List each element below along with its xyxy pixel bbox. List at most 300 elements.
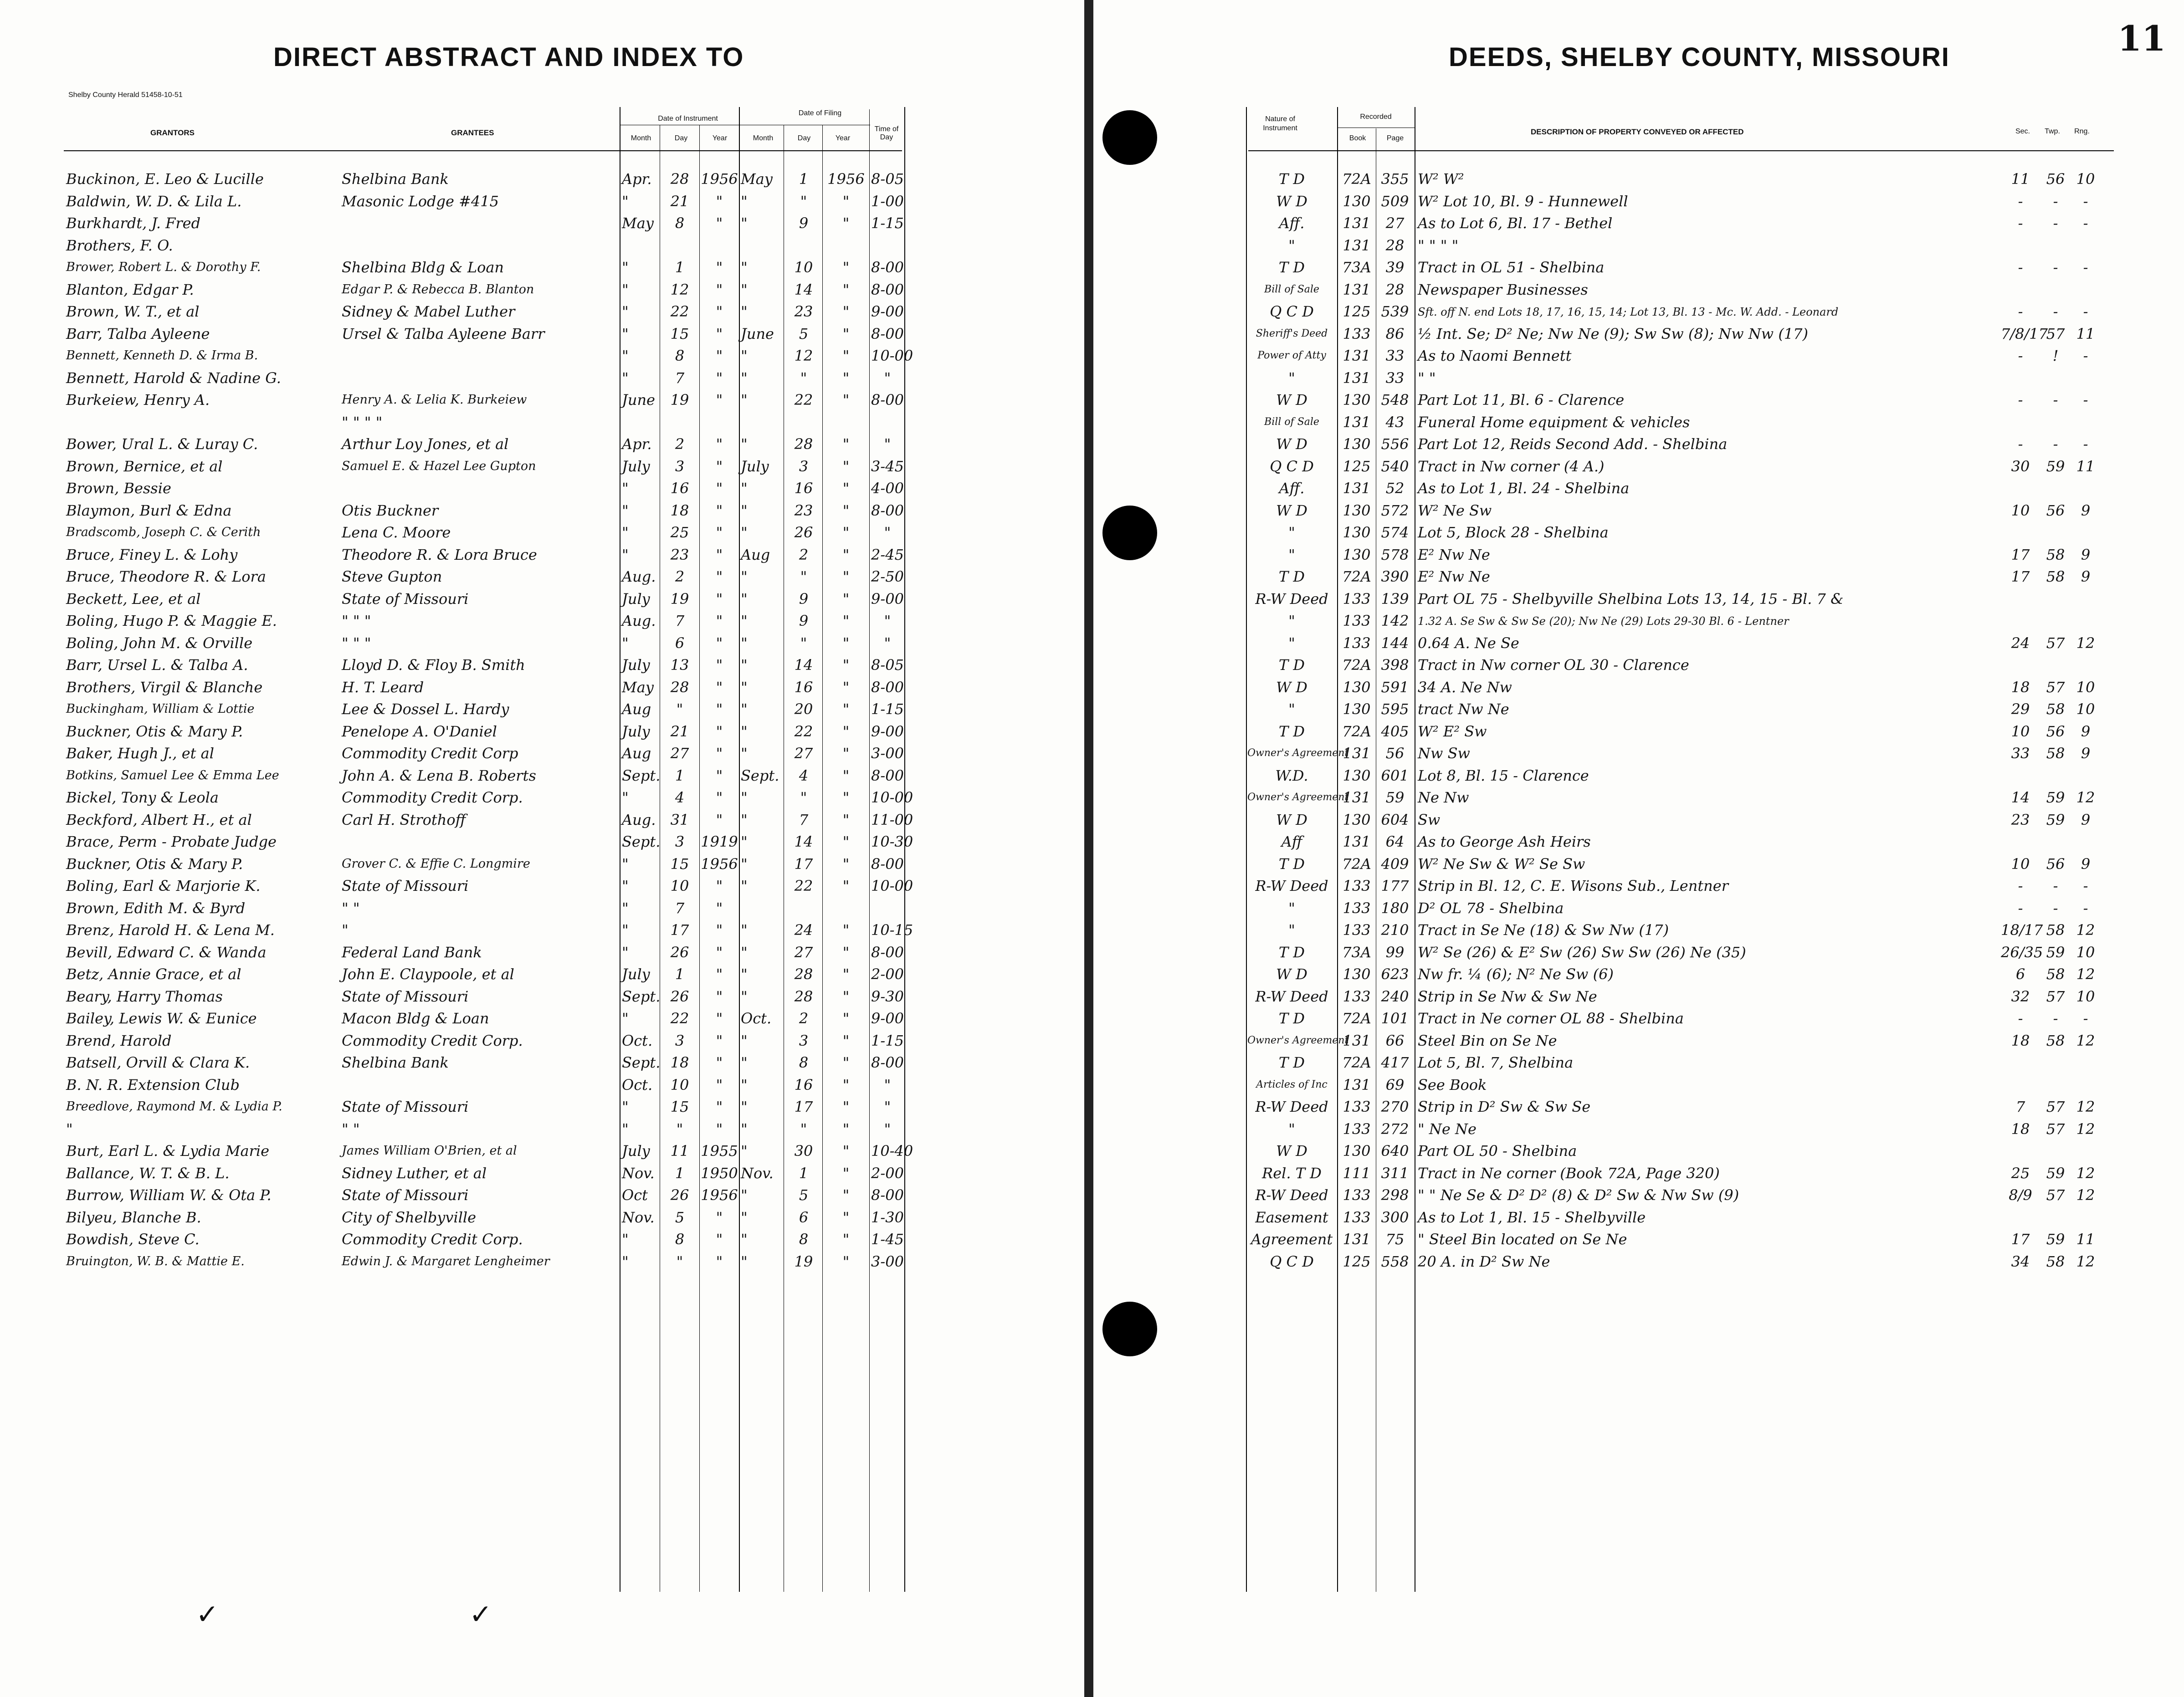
nature-cell: W D [1276, 501, 1307, 519]
filing-day-cell: 23 [794, 501, 813, 519]
page-cell: 311 [1381, 1164, 1409, 1182]
range-cell: - [2083, 303, 2088, 320]
filing-time-cell: 10-30 [871, 833, 913, 850]
township-cell: - [2053, 1010, 2058, 1027]
book-cell: 131 [1343, 480, 1371, 497]
instrument-year-cell: " [716, 480, 723, 497]
nature-cell: Aff [1281, 833, 1302, 850]
book-cell: 131 [1343, 789, 1371, 806]
filing-time-cell: " [884, 634, 891, 652]
book-cell: 73A [1342, 943, 1371, 961]
range-cell: 12 [2076, 1164, 2095, 1182]
filing-month-cell: " [741, 259, 748, 276]
description-cell: Nw Sw [1418, 745, 1470, 762]
instrument-year-cell: " [716, 1098, 723, 1115]
ledger-row [0, 500, 2184, 522]
instrument-day-cell: 26 [670, 987, 689, 1005]
instrument-year-cell: " [716, 325, 723, 342]
book-cell: 133 [1343, 987, 1371, 1005]
filing-time-cell: 1-00 [871, 192, 904, 210]
description-cell: W² E² Sw [1418, 722, 1487, 740]
header-file-month: Month [753, 134, 774, 142]
page-cell: 66 [1385, 1032, 1405, 1049]
description-cell: Strip in Se Nw & Sw Ne [1418, 987, 1597, 1005]
filing-month-cell: " [741, 1120, 748, 1138]
filing-month-cell: " [741, 1231, 748, 1248]
instrument-year-cell: " [716, 1032, 723, 1049]
section-cell: 18 [2011, 1032, 2030, 1049]
filing-month-cell: " [741, 987, 748, 1005]
nature-cell: Agreement [1251, 1231, 1333, 1248]
description-cell: W² Se (26) & E² Sw (26) Sw Sw (26) Ne (35) [1418, 943, 1746, 961]
instrument-year-cell: " [716, 722, 723, 740]
range-cell: 10 [2076, 700, 2095, 718]
ledger-row [0, 875, 2184, 898]
instrument-year-cell: " [716, 435, 723, 453]
nature-cell: Owner's Agreement [1247, 1034, 1349, 1046]
filing-time-cell: 9-00 [871, 303, 904, 320]
page-cell: 142 [1381, 612, 1409, 629]
grantee-cell: Edgar P. & Rebecca B. Blanton [342, 282, 534, 296]
nature-cell: T D [1278, 170, 1305, 188]
book-cell: 131 [1343, 347, 1371, 364]
page-number: 11 [2117, 18, 2166, 59]
instrument-month-cell: Sept. [622, 1054, 661, 1071]
instrument-year-cell: " [716, 303, 723, 320]
instrument-month-cell: Oct. [622, 1076, 653, 1094]
nature-cell: T D [1278, 1054, 1305, 1071]
book-cell: 133 [1343, 612, 1371, 629]
nature-cell: " [1288, 700, 1295, 718]
filing-year-cell: " [842, 612, 850, 629]
grantee-cell: Commodity Credit Corp. [342, 1231, 523, 1248]
section-cell: - [2018, 899, 2023, 917]
filing-month-cell: " [741, 855, 748, 873]
range-cell: 11 [2076, 457, 2095, 475]
instrument-month-cell: " [622, 281, 629, 298]
page-cell: 409 [1381, 855, 1409, 873]
instrument-year-cell: " [716, 899, 723, 917]
filing-day-cell: 24 [794, 921, 813, 939]
header-sec: Sec. [2015, 128, 2030, 135]
book-cell: 130 [1343, 700, 1371, 718]
book-cell: 133 [1343, 1186, 1371, 1204]
grantor-cell: Breedlove, Raymond M. & Lydia P. [66, 1099, 282, 1114]
instrument-month-cell: " [622, 259, 629, 276]
grantee-cell: State of Missouri [342, 1098, 469, 1115]
filing-day-cell: 14 [794, 833, 813, 850]
filing-month-cell: " [741, 192, 748, 210]
description-cell: Ne Nw [1418, 789, 1469, 806]
ledger-row [0, 1229, 2184, 1251]
grantor-cell: Boling, John M. & Orville [66, 634, 253, 652]
nature-cell: R-W Deed [1255, 877, 1328, 895]
grantor-cell: Baker, Hugh J., et al [66, 745, 214, 762]
township-cell: 57 [2046, 1186, 2065, 1204]
filing-day-cell: 16 [794, 480, 813, 497]
book-cell: 125 [1343, 1252, 1371, 1270]
filing-year-cell: " [842, 767, 850, 784]
book-cell: 130 [1343, 1142, 1371, 1160]
grantor-cell: Buckingham, William & Lottie [66, 702, 255, 716]
header-grantors: GRANTORS [150, 128, 195, 137]
ledger-row [0, 191, 2184, 213]
grantee-cell: State of Missouri [342, 877, 469, 895]
description-cell: W² W² [1418, 170, 1464, 188]
filing-year-cell: " [842, 1054, 850, 1071]
instrument-day-cell: 8 [675, 215, 685, 232]
instrument-year-cell: " [716, 700, 723, 718]
page-cell: 75 [1385, 1231, 1405, 1248]
grantor-cell: B. N. R. Extension Club [66, 1076, 240, 1094]
grantor-cell: Bennett, Kenneth D. & Irma B. [66, 348, 258, 363]
filing-day-cell: 9 [799, 215, 809, 232]
description-cell: As to George Ash Heirs [1418, 833, 1591, 850]
filing-month-cell: " [741, 943, 748, 961]
page-cell: 574 [1381, 524, 1409, 541]
instrument-day-cell: 10 [670, 1076, 689, 1094]
filing-month-cell: " [741, 722, 748, 740]
filing-time-cell: 1-45 [871, 1231, 904, 1248]
filing-time-cell: " [884, 1076, 891, 1094]
ledger-row [0, 898, 2184, 920]
nature-cell: R-W Deed [1255, 1186, 1328, 1204]
grantee-cell: Commodity Credit Corp. [342, 1032, 523, 1049]
filing-year-cell: " [842, 877, 850, 895]
page-cell: 59 [1385, 789, 1405, 806]
ledger-row [0, 345, 2184, 368]
page-cell: 578 [1381, 546, 1409, 563]
page-cell: 623 [1381, 966, 1409, 983]
grantor-cell: Brown, Bernice, et al [66, 457, 223, 475]
instrument-day-cell: 1 [675, 966, 685, 983]
description-cell: Newspaper Businesses [1418, 281, 1588, 298]
instrument-day-cell: 2 [675, 435, 685, 453]
instrument-year-cell: " [716, 215, 723, 232]
section-cell: 30 [2011, 457, 2030, 475]
grantee-cell: Sidney & Mabel Luther [342, 303, 515, 320]
page-cell: 33 [1385, 369, 1405, 387]
filing-day-cell: 4 [799, 767, 809, 784]
filing-day-cell: " [800, 192, 807, 210]
page-cell: 33 [1385, 347, 1405, 364]
filing-year-cell: " [842, 501, 850, 519]
filing-year-cell: " [842, 391, 850, 409]
instrument-year-cell: " [716, 1054, 723, 1071]
page-cell: 640 [1381, 1142, 1409, 1160]
filing-month-cell: June [741, 325, 774, 342]
grantor-cell: Bruce, Finey L. & Lohy [66, 546, 238, 563]
instrument-year-cell: 1956 [701, 1186, 738, 1204]
filing-day-cell: 2 [799, 1010, 809, 1027]
instrument-month-cell: May [622, 678, 654, 696]
description-cell: 34 A. Ne Nw [1418, 678, 1512, 696]
filing-time-cell: " [884, 435, 891, 453]
page-cell: 595 [1381, 700, 1409, 718]
filing-month-cell: " [741, 480, 748, 497]
township-cell: 58 [2046, 921, 2065, 939]
filing-month-cell: Sept. [741, 767, 779, 784]
page-cell: 86 [1385, 325, 1405, 342]
instrument-month-cell: Oct. [622, 1032, 653, 1049]
instrument-year-cell: 1955 [701, 1142, 738, 1160]
township-cell: - [2053, 435, 2058, 453]
ledger-row [0, 1008, 2184, 1030]
ledger-row [0, 279, 2184, 302]
header-inst-year: Year [712, 134, 728, 142]
instrument-day-cell: 7 [675, 899, 685, 917]
description-cell: Sft. off N. end Lots 18, 17, 16, 15, 14; Lot 13, Bl. 13 - Mc. W. Add. - Leonard [1418, 306, 1839, 318]
instrument-day-cell: 11 [670, 1142, 689, 1160]
instrument-year-cell: " [716, 966, 723, 983]
filing-time-cell: 1-30 [871, 1208, 904, 1226]
filing-time-cell: 10-00 [871, 877, 913, 895]
filing-month-cell: " [741, 1032, 748, 1049]
instrument-year-cell: " [716, 877, 723, 895]
grantor-cell: Brown, W. T., et al [66, 303, 200, 320]
description-cell: Sw [1418, 811, 1441, 828]
section-cell: - [2018, 877, 2023, 895]
filing-day-cell: 22 [794, 391, 813, 409]
book-cell: 131 [1343, 1032, 1371, 1049]
nature-cell: Sheriff's Deed [1256, 327, 1328, 339]
left-title: DIRECT ABSTRACT AND INDEX TO [273, 42, 744, 72]
range-cell: 9 [2081, 501, 2091, 519]
grantor-cell: Burrow, William W. & Ota P. [66, 1186, 272, 1204]
instrument-month-cell: Apr. [622, 170, 652, 188]
nature-cell: W D [1276, 192, 1307, 210]
book-cell: 130 [1343, 546, 1371, 563]
nature-cell: W D [1276, 1142, 1307, 1160]
filing-year-cell: " [842, 943, 850, 961]
range-cell: 9 [2081, 811, 2091, 828]
range-cell: 12 [2076, 1186, 2095, 1204]
range-cell: - [2083, 435, 2088, 453]
filing-day-cell: 16 [794, 678, 813, 696]
township-cell: 59 [2046, 789, 2065, 806]
description-cell: W² Ne Sw & W² Se Sw [1418, 855, 1585, 873]
range-cell: 12 [2076, 634, 2095, 652]
nature-cell: T D [1278, 568, 1305, 585]
book-cell: 72A [1342, 170, 1371, 188]
filing-day-cell: 10 [794, 259, 813, 276]
nature-cell: T D [1278, 943, 1305, 961]
grantee-cell: Masonic Lodge #415 [342, 192, 499, 210]
instrument-month-cell: Aug. [622, 612, 656, 629]
range-cell: 9 [2081, 546, 2091, 563]
ledger-row [0, 1251, 2184, 1273]
filing-day-cell: 8 [799, 1231, 809, 1248]
filing-day-cell: 20 [794, 700, 813, 718]
grantee-cell: State of Missouri [342, 590, 469, 608]
instrument-day-cell: 1 [675, 767, 685, 784]
description-cell: Tract in Se Ne (18) & Sw Nw (17) [1418, 921, 1669, 939]
instrument-month-cell: " [622, 524, 629, 541]
instrument-year-cell: " [716, 347, 723, 364]
filing-year-cell: " [842, 833, 850, 850]
grantee-cell: " " [342, 899, 360, 917]
nature-cell: " [1288, 921, 1295, 939]
ledger-row [0, 434, 2184, 456]
ledger-row [0, 1185, 2184, 1207]
nature-cell: " [1288, 899, 1295, 917]
instrument-day-cell: 8 [675, 1231, 685, 1248]
filing-day-cell: " [800, 789, 807, 806]
nature-cell: W D [1276, 966, 1307, 983]
header-page: Page [1386, 134, 1404, 142]
description-cell: Part OL 50 - Shelbina [1418, 1142, 1577, 1160]
instrument-day-cell: 19 [670, 391, 689, 409]
instrument-year-cell: " [716, 457, 723, 475]
grantee-cell: " [342, 921, 349, 939]
filing-day-cell: " [800, 634, 807, 652]
instrument-year-cell: " [716, 590, 723, 608]
filing-day-cell: 28 [794, 987, 813, 1005]
township-cell: 57 [2046, 325, 2065, 342]
ledger-row [0, 323, 2184, 346]
filing-month-cell: " [741, 369, 748, 387]
page-cell: 52 [1385, 480, 1405, 497]
instrument-day-cell: 19 [670, 590, 689, 608]
range-cell: 12 [2076, 921, 2095, 939]
filing-year-cell: " [842, 634, 850, 652]
description-cell: Lot 5, Bl. 7, Shelbina [1418, 1054, 1574, 1071]
instrument-month-cell: " [622, 303, 629, 320]
page-cell: 539 [1381, 303, 1409, 320]
instrument-day-cell: 1 [675, 1164, 685, 1182]
instrument-month-cell: July [622, 966, 650, 983]
nature-cell: W D [1276, 811, 1307, 828]
section-cell: - [2018, 391, 2023, 409]
ledger-row [0, 920, 2184, 942]
township-cell: - [2053, 259, 2058, 276]
filing-time-cell: " [884, 1120, 891, 1138]
instrument-month-cell: Oct [622, 1186, 648, 1204]
instrument-month-cell: July [622, 590, 650, 608]
end-tick-grantors: ✓ [196, 1599, 219, 1631]
book-cell: 130 [1343, 678, 1371, 696]
grantor-cell: Brown, Edith M. & Byrd [66, 899, 246, 917]
instrument-month-cell: " [622, 546, 629, 563]
instrument-day-cell: 28 [670, 170, 689, 188]
instrument-month-cell: Aug [622, 700, 651, 718]
book-cell: 131 [1343, 745, 1371, 762]
filing-month-cell: " [741, 634, 748, 652]
township-cell: 58 [2046, 568, 2065, 585]
instrument-month-cell: " [622, 1231, 629, 1248]
filing-time-cell: " [884, 369, 891, 387]
instrument-day-cell: 8 [675, 347, 685, 364]
book-cell: 72A [1342, 568, 1371, 585]
header-twp: Twp. [2045, 128, 2060, 135]
filing-month-cell: " [741, 1098, 748, 1115]
instrument-year-cell: " [716, 767, 723, 784]
grantor-cell: Baldwin, W. D. & Lila L. [66, 192, 242, 210]
filing-day-cell: 3 [799, 1032, 809, 1049]
range-cell: - [2083, 215, 2088, 232]
grantee-cell: Samuel E. & Hazel Lee Gupton [342, 459, 536, 473]
filing-month-cell: " [741, 215, 748, 232]
instrument-month-cell: " [622, 1120, 629, 1138]
grantor-cell: Brothers, F. O. [66, 236, 173, 254]
description-cell: D² OL 78 - Shelbina [1418, 899, 1564, 917]
instrument-month-cell: " [622, 347, 629, 364]
description-cell: Part OL 75 - Shelbyville Shelbina Lots 13, 14, 15 - Bl. 7 & [1418, 590, 1844, 608]
grantor-cell: Betz, Annie Grace, et al [66, 966, 241, 983]
grantor-cell: Bruington, W. B. & Mattie E. [66, 1254, 245, 1268]
page-cell: 101 [1381, 1010, 1409, 1027]
nature-cell: Q C D [1270, 457, 1314, 475]
description-cell: Lot 8, Bl. 15 - Clarence [1418, 767, 1589, 784]
grantee-cell: Lena C. Moore [342, 524, 451, 541]
description-cell: " " Ne Se & D² D² (8) & D² Sw & Nw Sw (9) [1418, 1186, 1739, 1204]
filing-year-cell: " [842, 722, 850, 740]
header-date-instrument: Date of Instrument [658, 115, 718, 123]
ledger-row [0, 743, 2184, 765]
section-cell: - [2018, 435, 2023, 453]
filing-day-cell: 26 [794, 524, 813, 541]
instrument-month-cell: Sept. [622, 833, 661, 850]
book-cell: 130 [1343, 811, 1371, 828]
instrument-year-cell: " [716, 678, 723, 696]
filing-time-cell: 8-00 [871, 259, 904, 276]
filing-time-cell: 9-00 [871, 590, 904, 608]
book-cell: 125 [1343, 457, 1371, 475]
filing-year-cell: " [842, 656, 850, 674]
instrument-year-cell: " [716, 987, 723, 1005]
filing-time-cell: 1-15 [871, 700, 904, 718]
grantor-cell: Bickel, Tony & Leola [66, 789, 219, 806]
description-cell: " Steel Bin located on Se Ne [1418, 1231, 1627, 1248]
description-cell: 1.32 A. Se Sw & Sw Se (20); Nw Ne (29) Lots 29-30 Bl. 6 - Lentner [1418, 615, 1789, 628]
instrument-day-cell: 3 [675, 1032, 685, 1049]
description-cell: W² Ne Sw [1418, 501, 1492, 519]
page-cell: 591 [1381, 678, 1409, 696]
ledger-row [0, 942, 2184, 964]
section-cell: 32 [2011, 987, 2030, 1005]
grantor-cell: Beckford, Albert H., et al [66, 811, 252, 828]
section-cell: 14 [2011, 789, 2030, 806]
instrument-month-cell: July [622, 457, 650, 475]
filing-year-cell: " [842, 1032, 850, 1049]
instrument-year-cell: " [716, 1231, 723, 1248]
nature-cell: W D [1276, 391, 1307, 409]
instrument-day-cell: 18 [670, 501, 689, 519]
book-cell: 72A [1342, 656, 1371, 674]
filing-time-cell: 8-00 [871, 325, 904, 342]
ledger-row [0, 633, 2184, 655]
grantee-cell: Sidney Luther, et al [342, 1164, 487, 1182]
grantor-cell: Bennett, Harold & Nadine G. [66, 369, 281, 387]
filing-time-cell: 1-15 [871, 1032, 904, 1049]
ledger-row [0, 588, 2184, 611]
township-cell: 57 [2046, 987, 2065, 1005]
page-cell: 572 [1381, 501, 1409, 519]
filing-year-cell: " [842, 568, 850, 585]
grantor-cell: Bilyeu, Blanche B. [66, 1208, 201, 1226]
book-cell: 133 [1343, 325, 1371, 342]
filing-month-cell: Oct. [741, 1010, 772, 1027]
ledger-row [0, 522, 2184, 544]
township-cell: - [2053, 192, 2058, 210]
range-cell: 9 [2081, 568, 2091, 585]
nature-cell: Power of Atty [1257, 350, 1326, 361]
instrument-month-cell: " [622, 943, 629, 961]
grantee-cell: State of Missouri [342, 1186, 469, 1204]
section-cell: 18 [2011, 678, 2030, 696]
instrument-day-cell: 25 [670, 524, 689, 541]
filing-time-cell: 8-05 [871, 170, 904, 188]
